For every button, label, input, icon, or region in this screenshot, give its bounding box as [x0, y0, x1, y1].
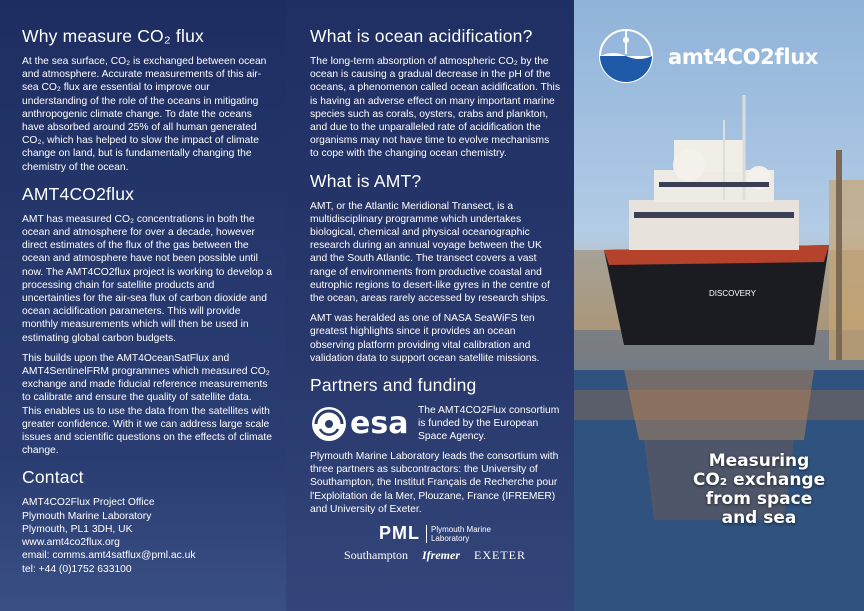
contact-line-address: Plymouth, PL1 3DH, UK [22, 523, 133, 535]
what-is-amt-title: What is AMT? [310, 170, 422, 191]
contact-block [22, 496, 272, 575]
contact-title: Contact [22, 467, 84, 488]
amt4co2flux-text-2: This builds upon the AMT4OceanSatFlux and AMT4SentinelFRM programmes which measured CO₂ exchange and made fiducial reference measurements to calibrate and ensure the quality of satellite data. This enables us to use the data from the satellites with greater confidence. With it we can address large scale issues and scientific questions on the effects of climate change. [22, 352, 272, 457]
tagline [684, 452, 834, 528]
tagline-line-1: Measuring [708, 451, 810, 471]
contact-line-lab: Plymouth Marine Laboratory [22, 510, 152, 522]
tagline-line-3: from space [705, 489, 813, 509]
acidification-title: What is ocean acidification? [310, 26, 533, 46]
southampton-logo: Southampton [343, 548, 408, 563]
tagline-line-2: CO₂ exchange [692, 470, 826, 490]
exeter-logo: EXETER [474, 548, 526, 563]
acidification-text: The long-term absorption of atmospheric CO₂ by the ocean is causing a gradual decrease in the pH of the oceans, a phenomenon called ocean acidification. This is having an adverse effect on many important marine species such as corals, oysters, crabs and plankton, and due to the unparalleled rate of acidification the organisms may not have time to evolve mechanisms to cope with the changing ocean chemistry. [310, 56, 560, 160]
tagline-line-4: and sea [721, 508, 797, 528]
contact-phone: tel: +44 (0)1752 633100 [22, 563, 132, 575]
what-is-amt-text-2: AMT was heralded as one of NASA SeaWiFS ten greatest highlights since it provides an ocean observing platform providing vital calibration and validation data to support ocean satellite missions. [310, 313, 540, 364]
esa-logo-text: esa [350, 406, 409, 442]
why-text: At the sea surface, CO₂ is exchanged between ocean and atmosphere. Accurate measurements of this air-sea CO₂ flux are essential to improve our understanding of the role of the oceans in mitigating anthropogenic climate change. To date the oceans have absorbed around 25% of all human generated CO₂, which has helped to slow the impact of climate change on land, but is fundamentally changing the chemistry of the ocean. [22, 56, 267, 173]
cover-panel [574, 0, 864, 611]
middle-column [286, 0, 574, 611]
partners-title: Partners and funding [310, 375, 477, 396]
esa-funding-text: The AMT4CO2Flux consortium is funded by the European Space Agency. [418, 405, 560, 443]
amt4co2flux-title: AMT4CO2flux [22, 183, 135, 204]
partner-logos [310, 548, 560, 563]
pml-logo [310, 523, 560, 544]
amt4co2flux-text-1: AMT has measured CO₂ concentrations in both the ocean and atmosphere for over a decade, however direct estimates of the flux of the gas between the ocean and atmosphere have not been possible until now. The AMT4CO2flux project is working to develop a processing chain for satellite products and uncertainties for the air-sea flux of carbon dioxide and ocean acidification parameters. This will provide monthly measurements which will then be used in estimating global carbon budgets. [22, 213, 272, 344]
ifremer-logo: Ifremer [422, 548, 460, 563]
why-title: Why measure CO₂ flux [22, 26, 204, 46]
esa-logo [310, 404, 418, 444]
contact-line-office: AMT4CO2Flux Project Office [22, 497, 155, 509]
pml-logo-sub-2: Laboratory [430, 533, 470, 543]
brand-logo [596, 28, 818, 86]
globe-logo-icon [596, 28, 658, 86]
esa-row [310, 404, 560, 444]
left-column [0, 0, 286, 611]
what-is-amt-text-1: AMT, or the Atlantic Meridional Transect, is a multidisciplinary programme which undertakes biological, chemical and physical oceanographic research during an annual voyage between the UK and the South Atlantic. The transect covers a vast range of environments from productive coastal and eutrophic regions to desert-like gyres in the centre of the ocean, areas rarely accessed by research ships. [310, 200, 550, 305]
brand-name: amt4CO2flux [668, 45, 819, 69]
pml-logo-mark: PML [378, 523, 420, 544]
contact-email-link[interactable]: email: comms.amt4satflux@pml.ac.uk [22, 550, 196, 562]
pml-logo-subtitle [426, 525, 491, 543]
ship-name: DISCOVERY [709, 289, 756, 298]
contact-website-link[interactable]: www.amt4co2flux.org [22, 537, 120, 549]
pml-consortium-text: Plymouth Marine Laboratory leads the consortium with three partners as subcontractors: the University of Southampton, the Institut Français de Recherche pour l'Exploitation de la Mer, Plouzane, France (IFREMER) and University of Exeter. [310, 451, 559, 515]
pml-logo-sub-1: Plymouth Marine [430, 524, 492, 534]
